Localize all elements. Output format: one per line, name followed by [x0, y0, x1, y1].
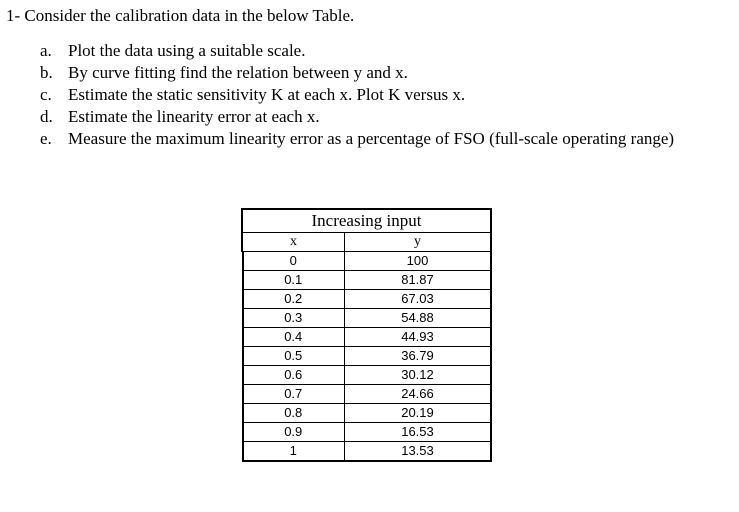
cell-x: 0.2	[242, 290, 345, 309]
table-row	[242, 309, 491, 328]
table-header-row	[242, 233, 491, 252]
cell-x: 0	[242, 252, 345, 271]
cell-x: 1	[242, 442, 345, 462]
cell-x: 0.1	[242, 271, 345, 290]
task-text: Measure the maximum linearity error as a percentage of FSO (full-scale operating range)	[68, 129, 675, 148]
question-text: 1- Consider the calibration data in the below Table.	[6, 6, 355, 25]
cell-x: 0.6	[242, 366, 345, 385]
cell-x: 0.9	[242, 423, 345, 442]
task-text: Plot the data using a suitable scale.	[68, 41, 306, 60]
cell-x: 0.8	[242, 404, 345, 423]
task-text: Estimate the linearity error at each x.	[68, 107, 320, 126]
table-row	[242, 328, 491, 347]
task-item	[40, 106, 674, 128]
cell-y: 13.53	[345, 442, 492, 462]
table-row	[242, 271, 491, 290]
header-x: x	[242, 233, 345, 252]
table-row	[242, 385, 491, 404]
cell-y: 24.66	[345, 385, 492, 404]
task-letter: a.	[40, 41, 52, 60]
table-row	[242, 442, 491, 462]
header-y: y	[345, 233, 492, 252]
task-letter: d.	[40, 107, 53, 126]
table-title: Increasing input	[242, 209, 491, 233]
task-item	[40, 84, 674, 106]
cell-y: 54.88	[345, 309, 492, 328]
cell-x: 0.3	[242, 309, 345, 328]
task-item	[40, 128, 674, 150]
table-row	[242, 290, 491, 309]
cell-x: 0.7	[242, 385, 345, 404]
cell-x: 0.5	[242, 347, 345, 366]
cell-y: 81.87	[345, 271, 492, 290]
table-row	[242, 347, 491, 366]
task-text: Estimate the static sensitivity K at each x. Plot K versus x.	[68, 85, 466, 104]
task-text: By curve fitting find the relation between y and x.	[68, 63, 408, 82]
calibration-table	[241, 208, 492, 462]
cell-x: 0.4	[242, 328, 345, 347]
cell-y: 20.19	[345, 404, 492, 423]
cell-y: 36.79	[345, 347, 492, 366]
table-row	[242, 366, 491, 385]
cell-y: 16.53	[345, 423, 492, 442]
task-list	[40, 40, 674, 150]
task-item	[40, 40, 674, 62]
table-title-row	[242, 209, 491, 233]
table-row	[242, 423, 491, 442]
cell-y: 30.12	[345, 366, 492, 385]
task-item	[40, 62, 674, 84]
cell-y: 67.03	[345, 290, 492, 309]
task-letter: b.	[40, 63, 53, 82]
cell-y: 44.93	[345, 328, 492, 347]
cell-y: 100	[345, 252, 492, 271]
table-row	[242, 404, 491, 423]
task-letter: c.	[40, 85, 52, 104]
table-row	[242, 252, 491, 271]
task-letter: e.	[40, 129, 52, 148]
